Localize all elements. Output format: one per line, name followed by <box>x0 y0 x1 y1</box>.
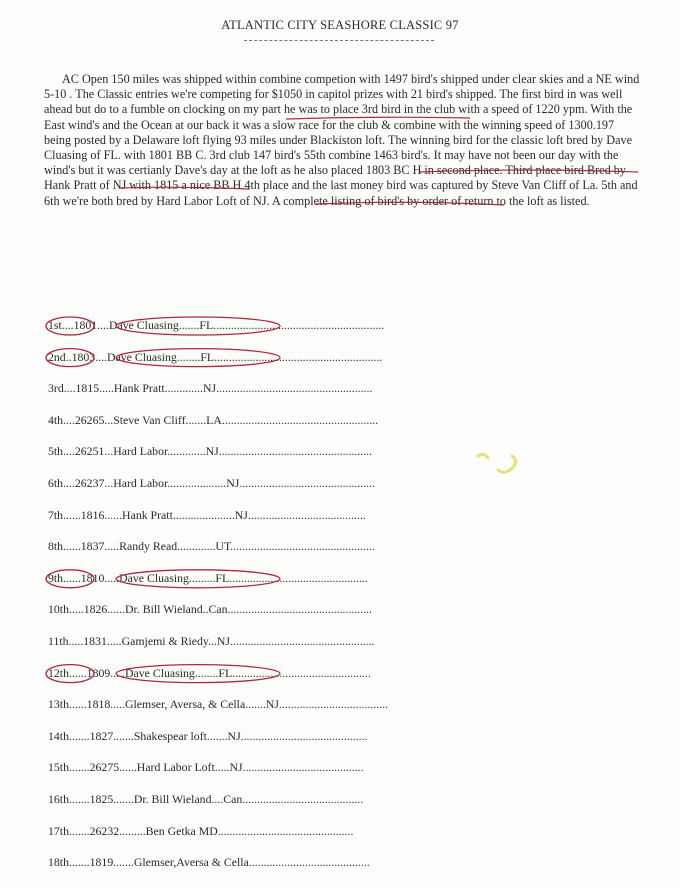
result-text: 11th.....1831.....Gamjemi & Riedy...NJ................................................. <box>48 634 375 648</box>
result-text: 1st....1801....Dave Cluasing.......FL.......................................................... <box>48 318 385 332</box>
result-row <box>48 318 648 334</box>
intro-paragraph: AC Open 150 miles was shipped within combine competion with 1497 bird's shipped under clear skies and a NE wind 5-10 . The Classic entries we're competing for $1050 in capitol prizes with 21 bird's shipped. The first bird in was well ahead but do to a fumble on clocking on my part he was to place 3rd bird in the club with a speed of 1220 ypm. With the East wind's and the Ocean at our back it was a slow race for the club & combine with the winning speed of 1300.197 being posted by a Delaware loft flying 93 miles under Blackiston loft. The winning bird for the classic loft bred by Dave Cluasing of FL. with 1801 BB C. 3rd club 147 bird's 55th combine 1463 bird's. It may have not been our day with the wind's but it was certianly Dave's day at the loft as he also placed 1803 BC H in second place. Third place bird Bred by Hank Pratt of NJ with 1815 a nice BB H 4th place and the last money bird was captured by Steve Van Cliff of La. 5th and 6th we're both bred by Hard Labor Loft of NJ. A complete listing of bird's by order of return to the loft as listed. <box>44 72 640 208</box>
result-row <box>48 792 648 808</box>
result-row <box>48 350 648 366</box>
result-row <box>48 571 648 587</box>
result-row <box>48 634 648 650</box>
result-row <box>48 476 648 492</box>
result-text: 16th.......1825.......Dr. Bill Wieland....Can......................................... <box>48 792 364 806</box>
result-row <box>48 697 648 713</box>
result-text: 13th......1818.....Glemser, Aversa, & Cella.......NJ..................................... <box>48 697 389 712</box>
result-text: 5th....26251...Hard Labor.............NJ.................................................... <box>48 444 373 459</box>
result-row <box>48 413 648 429</box>
result-row <box>48 444 648 460</box>
result-row <box>48 602 648 618</box>
title-underline <box>244 40 434 41</box>
result-text: 12th......1809.....Dave Cluasing........FL............................................... <box>48 665 371 680</box>
result-text: 2nd..1803....Dave Cluasing........FL......................................................... <box>48 349 383 364</box>
result-text: 8th......1837.....Randy Read.............UT................................................. <box>48 539 375 554</box>
document-title: ATLANTIC CITY SEASHORE CLASSIC 97 <box>221 18 459 32</box>
result-row <box>48 824 648 840</box>
result-text: 6th....26237...Hard Labor....................NJ.............................................. <box>48 476 376 490</box>
result-text: 3rd....1815.....Hank Pratt.............NJ..................................................... <box>48 381 373 396</box>
result-text: 18th.......1819.......Glemser,Aversa & Cella......................................... <box>48 855 370 870</box>
result-row <box>48 760 648 776</box>
result-text: 14th.......1827.......Shakespear loft.......NJ........................................... <box>48 728 368 743</box>
result-row <box>48 539 648 555</box>
result-text: 4th....26265...Steve Van Cliff.......LA..................................................... <box>48 412 379 427</box>
result-row <box>48 855 648 871</box>
result-text: 9th......1810.....Dave Cluasing.........FL............................................... <box>48 570 368 585</box>
result-row <box>48 729 648 745</box>
result-text: 7th......1816......Hank Pratt.....................NJ........................................ <box>48 507 366 522</box>
result-text: 15th.......26275......Hard Labor Loft.....NJ......................................... <box>48 760 364 775</box>
result-row <box>48 666 648 682</box>
result-text: 10th.....1826......Dr. Bill Wieland..Can................................................. <box>48 602 373 617</box>
result-row <box>48 381 648 397</box>
result-row <box>48 508 648 524</box>
result-text: 17th.......26232.........Ben Getka MD.............................................. <box>48 823 354 838</box>
